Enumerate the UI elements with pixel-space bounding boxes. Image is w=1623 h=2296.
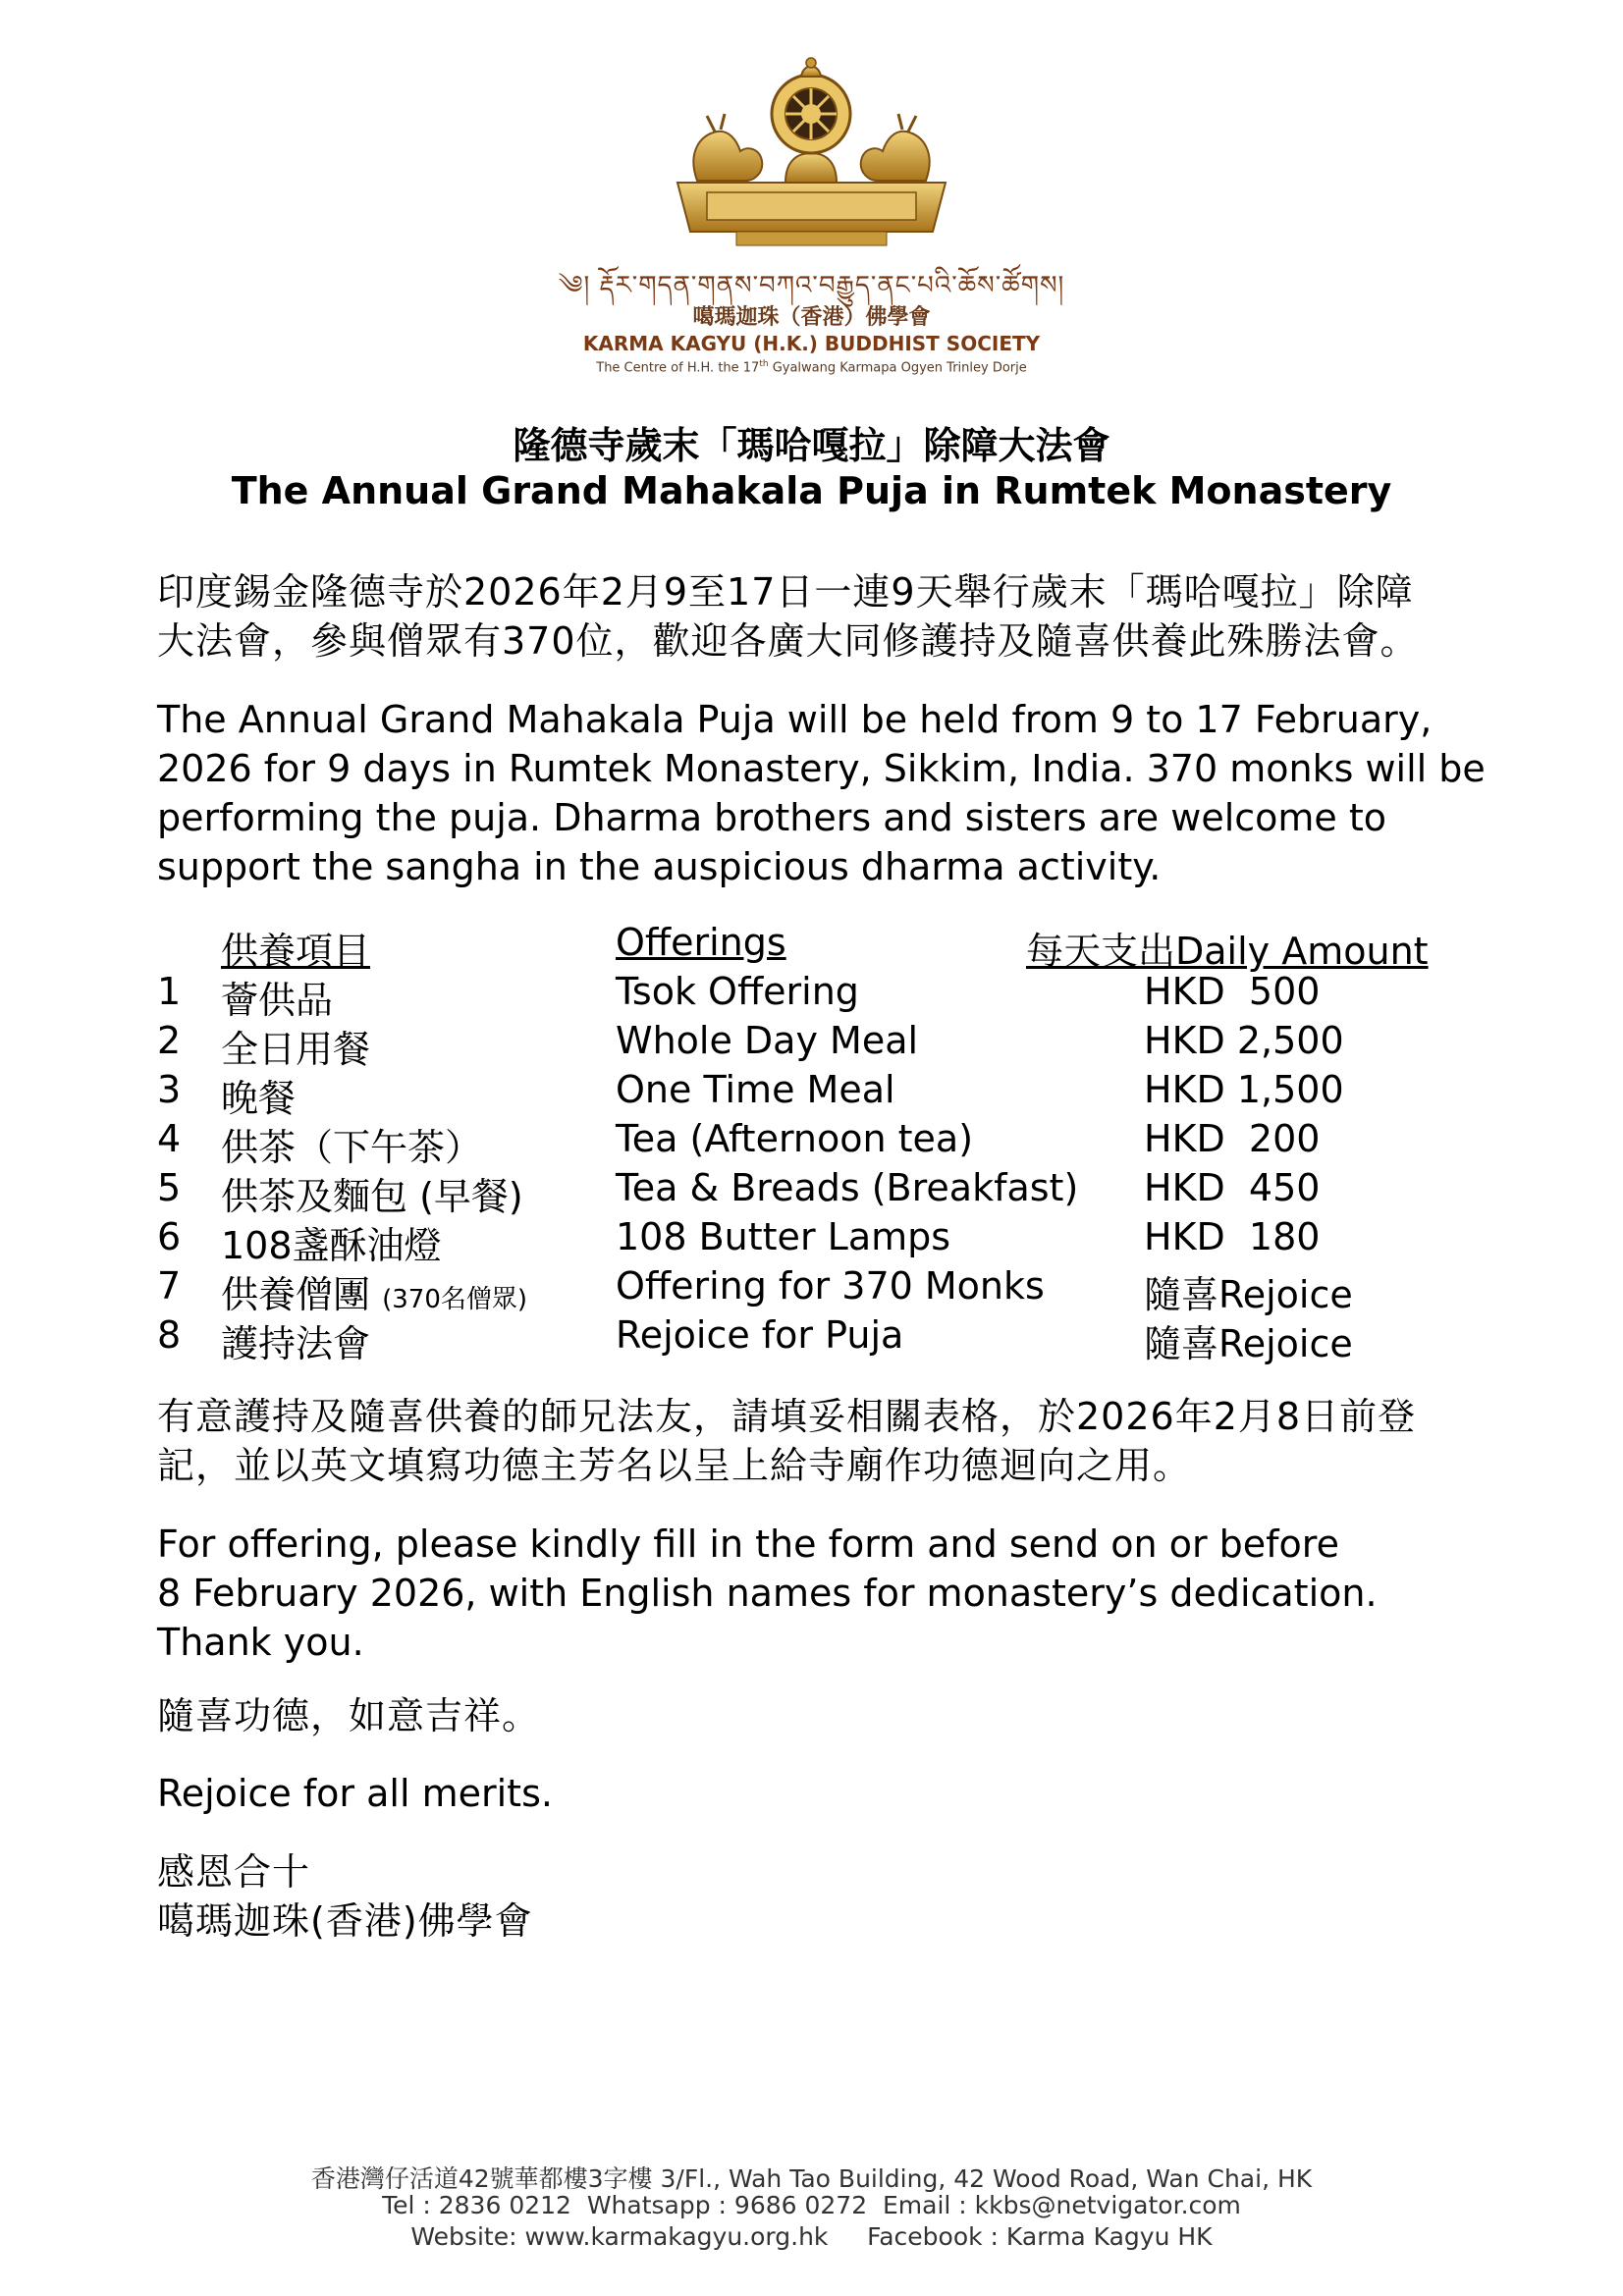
row-item-zh-note: (370名僧眾) <box>382 1285 528 1314</box>
page-title-en: The Annual Grand Mahakala Puja in Rumtek Monastery <box>231 469 1392 512</box>
row-item-zh: 全日用餐 <box>221 1028 371 1071</box>
org-subtitle-post: Gyalwang Karmapa Ogyen Trinley Dorje <box>768 360 1027 376</box>
row-item-en: One Time Meal <box>616 1068 895 1111</box>
row-item-zh: 晚餐 <box>221 1077 297 1120</box>
intro-zh-paragraph <box>157 567 1532 666</box>
row-amount: 隨喜Rejoice <box>1144 1322 1353 1365</box>
row-item-en: 108 Butter Lamps <box>616 1215 951 1258</box>
row-item-en: Tea (Afternoon tea) <box>616 1117 974 1160</box>
row-item-zh-text: 供養僧團 <box>221 1273 383 1316</box>
row-item-en: Offering for 370 Monks <box>616 1264 1045 1308</box>
row-number: 1 <box>157 970 182 1013</box>
row-number: 5 <box>157 1166 182 1209</box>
intro-en-line: 2026 for 9 days in Rumtek Monastery, Sikkim, India. 370 monks will be <box>157 747 1486 790</box>
row-item-en: Whole Day Meal <box>616 1019 919 1062</box>
page-title-zh: 隆德寺歲末「瑪哈嘎拉」除障大法會 <box>513 424 1110 467</box>
blessing-en: Rejoice for all merits. <box>157 1772 553 1815</box>
closing-thanks: 感恩合十 <box>157 1850 311 1894</box>
intro-en-paragraph <box>157 695 1532 891</box>
table-row <box>0 1019 1623 1071</box>
organization-subtitle <box>550 359 1073 375</box>
table-row <box>0 970 1623 1022</box>
row-item-zh: 供茶及麵包 (早餐) <box>221 1175 523 1218</box>
row-number: 7 <box>157 1264 182 1308</box>
row-number: 4 <box>157 1117 182 1160</box>
instructions-en-line: For offering, please kindly fill in the form and send on or before <box>157 1522 1339 1566</box>
row-item-zh: 108盞酥油燈 <box>221 1224 442 1267</box>
organization-name-en: KARMA KAGYU (H.K.) BUDDHIST SOCIETY <box>582 332 1041 355</box>
table-row <box>0 1215 1623 1267</box>
row-number: 6 <box>157 1215 182 1258</box>
closing-signature: 噶瑪迦珠(香港)佛學會 <box>157 1899 533 1943</box>
table-header-amount: 每天支出Daily Amount <box>1026 930 1429 973</box>
instructions-en-line: Thank you. <box>157 1621 364 1664</box>
org-subtitle-pre: The Centre of H.H. the 17 <box>596 360 760 376</box>
table-row <box>0 1117 1623 1169</box>
org-subtitle-sup: th <box>759 359 769 369</box>
footer-address: 香港灣仔活道42號華都樓3字樓 3/Fl., Wah Tao Building, 42 Wood Road, Wan Chai, HK <box>310 2164 1313 2193</box>
instructions-en-paragraph <box>157 1520 1532 1667</box>
table-row <box>0 1313 1623 1365</box>
table-row <box>0 1068 1623 1120</box>
instructions-zh-line: 記，並以英文填寫功德主芳名以呈上給寺廟作功德迴向之用。 <box>157 1444 1192 1487</box>
instructions-en-line: 8 February 2026, with English names for monastery’s dedication. <box>157 1572 1378 1615</box>
row-amount: HKD 2,500 <box>1144 1019 1344 1062</box>
row-item-zh: 供茶（下午茶） <box>221 1126 483 1169</box>
row-number: 2 <box>157 1019 182 1062</box>
row-number: 3 <box>157 1068 182 1111</box>
instructions-zh-paragraph <box>157 1392 1532 1490</box>
karmapa-emblem-logo <box>638 55 985 271</box>
row-amount: HKD 200 <box>1144 1117 1321 1160</box>
organization-name-zh: 噶瑪迦珠（香港）佛學會 <box>692 305 931 330</box>
row-number: 8 <box>157 1313 182 1357</box>
row-amount: HKD 180 <box>1144 1215 1321 1258</box>
row-amount: HKD 1,500 <box>1144 1068 1344 1111</box>
table-row <box>0 1166 1623 1218</box>
row-amount: HKD 500 <box>1144 970 1321 1013</box>
row-item-zh: 護持法會 <box>221 1322 371 1365</box>
table-header-zh: 供養項目 <box>221 930 371 973</box>
row-amount: HKD 450 <box>1144 1166 1321 1209</box>
blessing-zh: 隨喜功德，如意吉祥。 <box>157 1694 541 1737</box>
row-item-zh <box>221 1264 527 1318</box>
intro-zh-line: 印度錫金隆德寺於2026年2月9至17日一連9天舉行歲末「瑪哈嘎拉」除障 <box>157 570 1414 614</box>
row-item-zh: 薈供品 <box>221 979 334 1022</box>
tibetan-script-title: ༄། རྡོར་གདན་གནས་བཀའ་བརྒྱུད་ནང་པའི་ཆོས་ཚོགས། <box>558 271 1065 300</box>
row-amount: 隨喜Rejoice <box>1144 1273 1353 1316</box>
row-item-en: Tea & Breads (Breakfast) <box>616 1166 1079 1209</box>
instructions-zh-line: 有意護持及隨喜供養的師兄法友，請填妥相關表格，於2026年2月8日前登 <box>157 1395 1417 1438</box>
intro-en-line: support the sangha in the auspicious dharma activity. <box>157 845 1162 888</box>
table-row <box>0 1264 1623 1316</box>
dharma-wheel-emblem-icon <box>638 55 985 271</box>
intro-en-line: The Annual Grand Mahakala Puja will be held from 9 to 17 February, <box>157 698 1433 741</box>
footer-contact: Tel : 2836 0212 Whatsapp : 9686 0272 Email : kkbs@netvigator.com <box>382 2191 1241 2219</box>
row-item-en: Rejoice for Puja <box>616 1313 904 1357</box>
footer-web: Website: www.karmakagyu.org.hk Facebook : Karma Kagyu HK <box>410 2222 1213 2251</box>
intro-zh-line: 大法會，參與僧眾有370位，歡迎各廣大同修護持及隨喜供養此殊勝法會。 <box>157 619 1419 663</box>
table-header-offerings: Offerings <box>616 921 786 964</box>
intro-en-line: performing the puja. Dharma brothers and sisters are welcome to <box>157 796 1387 839</box>
row-item-en: Tsok Offering <box>616 970 859 1013</box>
